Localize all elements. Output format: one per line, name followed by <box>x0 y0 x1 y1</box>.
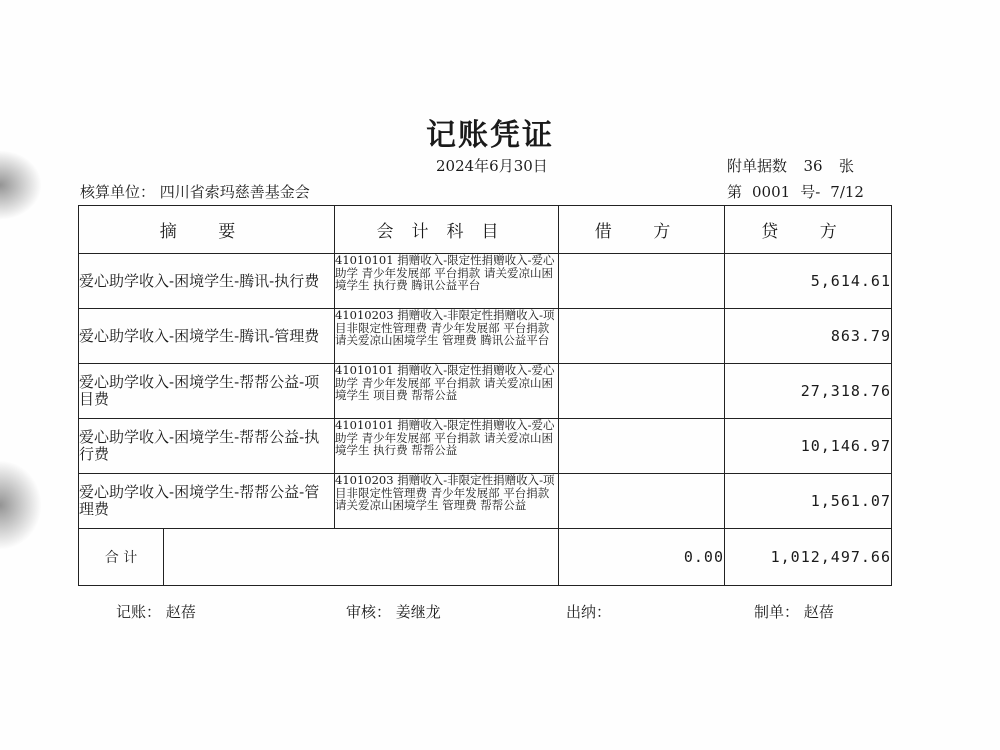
row-account: 41010101 捐赠收入-限定性捐赠收入-爱心助学 青少年发展部 平台捐款 请关爱凉山困境学生 执行费 腾讯公益平台 <box>335 254 559 309</box>
header-credit: 贷 方 <box>725 206 892 254</box>
total-debit: 0.00 <box>559 529 725 586</box>
row-summary: 爱心助学收入-困境学生-帮帮公益-项目费 <box>79 364 335 419</box>
attachment-label: 附单据数 <box>727 157 788 175</box>
total-credit: 1,012,497.66 <box>725 529 892 586</box>
header-account: 会计科目 <box>335 206 559 254</box>
row-credit: 863.79 <box>725 309 892 364</box>
voucher-title: 记账凭证 <box>426 118 554 153</box>
row-summary: 爱心助学收入-困境学生-腾讯-管理费 <box>79 309 335 364</box>
row-account: 41010101 捐赠收入-限定性捐赠收入-爱心助学 青少年发展部 平台捐款 请关爱凉山困境学生 执行费 帮帮公益 <box>335 419 559 474</box>
voucher-page: 7/12 <box>830 183 864 201</box>
row-credit: 10,146.97 <box>725 419 892 474</box>
table-row <box>79 364 892 419</box>
row-account: 41010203 捐赠收入-非限定性捐赠收入-项目非限定性管理费 青少年发展部 平台捐款 请关爱凉山困境学生 管理费 腾讯公益平台 <box>335 309 559 364</box>
table-row <box>79 474 892 529</box>
total-label: 合 计 <box>79 529 164 585</box>
total-label-cell <box>79 529 559 586</box>
table-header-row <box>79 206 892 254</box>
row-summary: 爱心助学收入-困境学生-帮帮公益-管理费 <box>79 474 335 529</box>
cashier-signature: 出纳： <box>566 603 612 621</box>
voucher-mid: 号- <box>800 183 821 201</box>
table-row <box>79 309 892 364</box>
voucher-prefix: 第 <box>727 183 743 201</box>
preparer-signature: 制单： 赵蓓 <box>754 603 834 621</box>
voucher-table <box>78 205 892 586</box>
total-row <box>79 529 892 586</box>
attachment-number: 36 <box>803 157 823 175</box>
row-debit <box>559 254 725 309</box>
bookkeeper-signature: 记账： 赵蓓 <box>116 603 196 621</box>
voucher-number <box>727 181 874 202</box>
reviewer-signature: 审核： 姜继龙 <box>346 603 441 621</box>
table-row <box>79 254 892 309</box>
table-row <box>79 419 892 474</box>
row-credit: 27,318.76 <box>725 364 892 419</box>
row-debit <box>559 309 725 364</box>
scan-artifact <box>0 460 42 550</box>
row-debit <box>559 419 725 474</box>
attachment-unit: 张 <box>839 157 855 175</box>
row-summary: 爱心助学收入-困境学生-帮帮公益-执行费 <box>79 419 335 474</box>
row-credit: 5,614.61 <box>725 254 892 309</box>
accounting-unit: 核算单位： 四川省索玛慈善基金会 <box>80 183 310 201</box>
row-debit <box>559 364 725 419</box>
row-debit <box>559 474 725 529</box>
header-summary: 摘 要 <box>79 206 335 254</box>
scan-artifact <box>0 150 42 220</box>
row-credit: 1,561.07 <box>725 474 892 529</box>
row-summary: 爱心助学收入-困境学生-腾讯-执行费 <box>79 254 335 309</box>
header-debit: 借 方 <box>559 206 725 254</box>
attachment-count <box>727 155 854 176</box>
row-account: 41010203 捐赠收入-非限定性捐赠收入-项目非限定性管理费 青少年发展部 平台捐款 请关爱凉山困境学生 管理费 帮帮公益 <box>335 474 559 529</box>
voucher-num: 0001 <box>752 183 791 201</box>
row-account: 41010101 捐赠收入-限定性捐赠收入-爱心助学 青少年发展部 平台捐款 请关爱凉山困境学生 项目费 帮帮公益 <box>335 364 559 419</box>
voucher-date: 2024年6月30日 <box>436 157 548 175</box>
total-blank <box>164 529 558 585</box>
